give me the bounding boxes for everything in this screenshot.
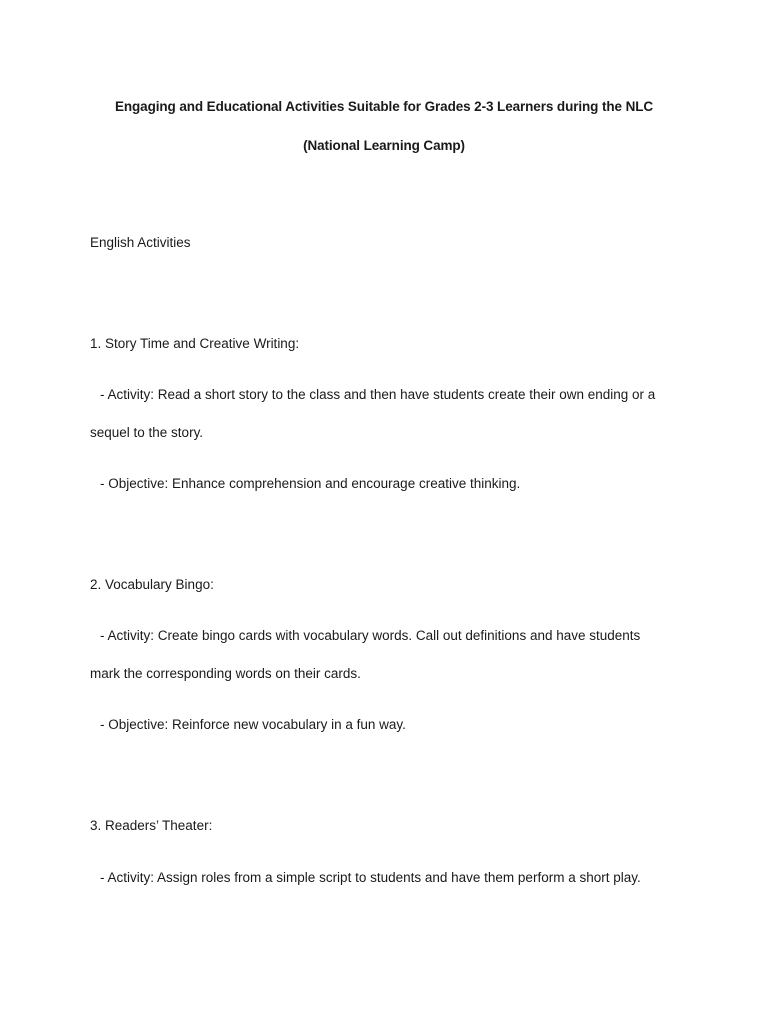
item-objective-story-time: - Objective: Enhance comprehension and encourage creative thinking. — [100, 476, 521, 491]
item-heading-vocabulary-bingo: 2. Vocabulary Bingo: — [90, 577, 214, 592]
item-activity-vocabulary-bingo-line2: mark the corresponding words on their cards. — [90, 666, 361, 681]
item-objective-vocabulary-bingo: - Objective: Reinforce new vocabulary in a fun way. — [100, 717, 406, 732]
item-activity-story-time-line1: - Activity: Read a short story to the class and then have students create their own ending or a — [100, 387, 656, 402]
section-heading-english: English Activities — [90, 235, 191, 250]
item-activity-readers-theater-line1: - Activity: Assign roles from a simple script to students and have them perform a short play. — [100, 870, 641, 885]
item-activity-vocabulary-bingo-line1: - Activity: Create bingo cards with vocabulary words. Call out definitions and have students — [100, 628, 641, 643]
item-heading-readers-theater: 3. Readers’ Theater: — [90, 818, 213, 833]
item-heading-story-time: 1. Story Time and Creative Writing: — [90, 336, 300, 351]
item-activity-story-time-line2: sequel to the story. — [90, 425, 204, 440]
document-title: Engaging and Educational Activities Suitable for Grades 2-3 Learners during the NLC (National Learning Camp) — [114, 99, 654, 153]
